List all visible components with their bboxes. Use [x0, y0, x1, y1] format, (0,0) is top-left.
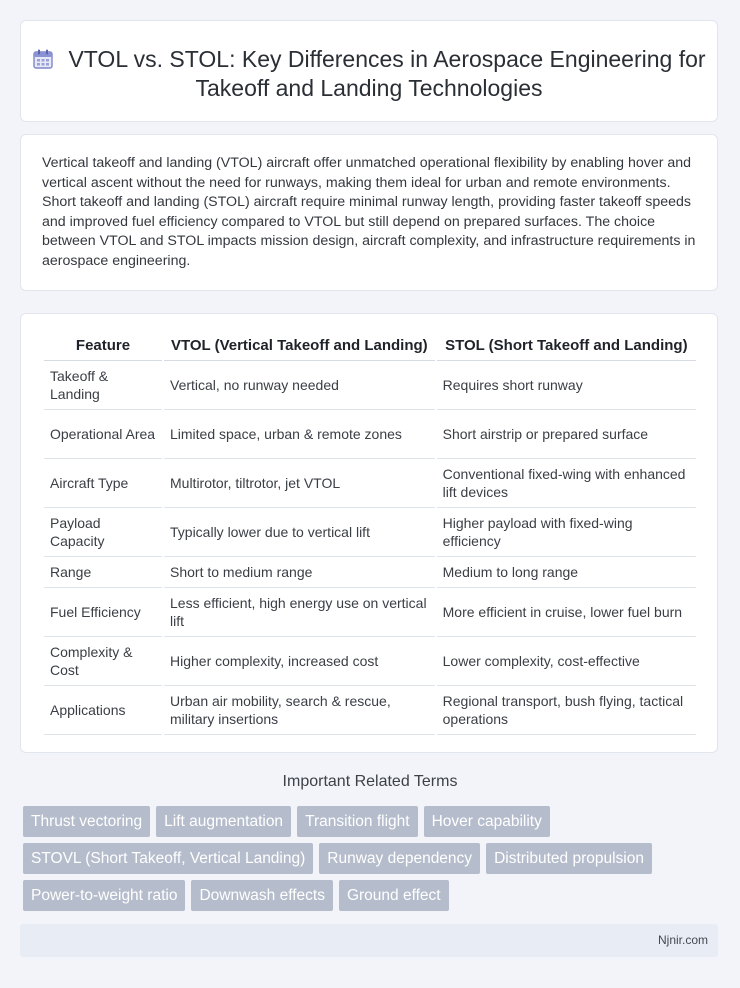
related-terms [23, 806, 713, 917]
table-row [44, 557, 696, 588]
stol-cell: Lower complexity, cost-effective [437, 637, 696, 686]
calendar-icon [32, 48, 54, 70]
feature-cell: Aircraft Type [44, 459, 162, 508]
table-row [44, 508, 696, 557]
stol-cell: Short airstrip or prepared surface [437, 410, 696, 459]
title-card [20, 20, 718, 122]
feature-cell: Fuel Efficiency [44, 588, 162, 637]
vtol-cell: Less efficient, high energy use on vertical lift [164, 588, 435, 637]
tag-thrust-vectoring[interactable]: Thrust vectoring [23, 806, 150, 837]
tag-runway-dependency[interactable]: Runway dependency [319, 843, 480, 874]
vtol-cell: Urban air mobility, search & rescue, military insertions [164, 686, 435, 735]
stol-cell: Regional transport, bush flying, tactical operations [437, 686, 696, 735]
feature-cell: Complexity & Cost [44, 637, 162, 686]
tag-downwash-effects[interactable]: Downwash effects [191, 880, 333, 911]
tag-row [23, 806, 713, 837]
tag-hover-capability[interactable]: Hover capability [424, 806, 550, 837]
comparison-card [20, 313, 718, 753]
tag-distributed-propulsion[interactable]: Distributed propulsion [486, 843, 652, 874]
intro-card [20, 134, 718, 291]
table-row [44, 588, 696, 637]
feature-cell: Applications [44, 686, 162, 735]
feature-cell: Payload Capacity [44, 508, 162, 557]
intro-paragraph: Vertical takeoff and landing (VTOL) aircraft offer unmatched operational flexibility by enabling hover and vertical ascent without the need for runways, making them ideal for urban and remote environments. Short takeoff and landing (STOL) aircraft require minimal runway length, providing faster takeoff speeds and improved fuel efficiency compared to VTOL but still depend on prepared surfaces. The choice between VTOL and STOL impacts mission design, aircraft complexity, and infrastructure requirements in aerospace engineering. [42, 155, 696, 269]
tag-transition-flight[interactable]: Transition flight [297, 806, 418, 837]
footer-brand[interactable]: Njnir.com [657, 933, 708, 947]
tag-ground-effect[interactable]: Ground effect [339, 880, 449, 911]
table-row [44, 410, 696, 459]
vtol-cell: Limited space, urban & remote zones [164, 410, 435, 459]
tag-stovl[interactable]: STOVL (Short Takeoff, Vertical Landing) [23, 843, 313, 874]
page-title: VTOL vs. STOL: Key Differences in Aerospace Engineering for Takeoff and Landing Technologies [68, 46, 706, 101]
stol-cell: Higher payload with fixed-wing efficiency [437, 508, 696, 557]
header-stol: STOL (Short Takeoff and Landing) [437, 330, 696, 361]
table-row [44, 637, 696, 686]
tag-power-to-weight-ratio[interactable]: Power-to-weight ratio [23, 880, 185, 911]
stol-cell: Medium to long range [437, 557, 696, 588]
stol-cell: Requires short runway [437, 361, 696, 410]
tag-lift-augmentation[interactable]: Lift augmentation [156, 806, 291, 837]
table-row [44, 459, 696, 508]
header-vtol: VTOL (Vertical Takeoff and Landing) [164, 330, 435, 361]
tag-row [23, 880, 713, 911]
header-feature: Feature [44, 330, 162, 361]
vtol-cell: Vertical, no runway needed [164, 361, 435, 410]
related-terms-heading: Important Related Terms [282, 773, 458, 790]
stol-cell: More efficient in cruise, lower fuel burn [437, 588, 696, 637]
table-header-row [44, 330, 696, 361]
footer [20, 924, 718, 957]
vtol-cell: Higher complexity, increased cost [164, 637, 435, 686]
feature-cell: Takeoff & Landing [44, 361, 162, 410]
page-title-wrap [21, 21, 717, 103]
vtol-cell: Multirotor, tiltrotor, jet VTOL [164, 459, 435, 508]
table-row [44, 686, 696, 735]
stol-cell: Conventional fixed-wing with enhanced lift devices [437, 459, 696, 508]
feature-cell: Range [44, 557, 162, 588]
tag-row [23, 843, 713, 874]
comparison-table [42, 330, 698, 735]
table-row [44, 361, 696, 410]
vtol-cell: Typically lower due to vertical lift [164, 508, 435, 557]
vtol-cell: Short to medium range [164, 557, 435, 588]
feature-cell: Operational Area [44, 410, 162, 459]
